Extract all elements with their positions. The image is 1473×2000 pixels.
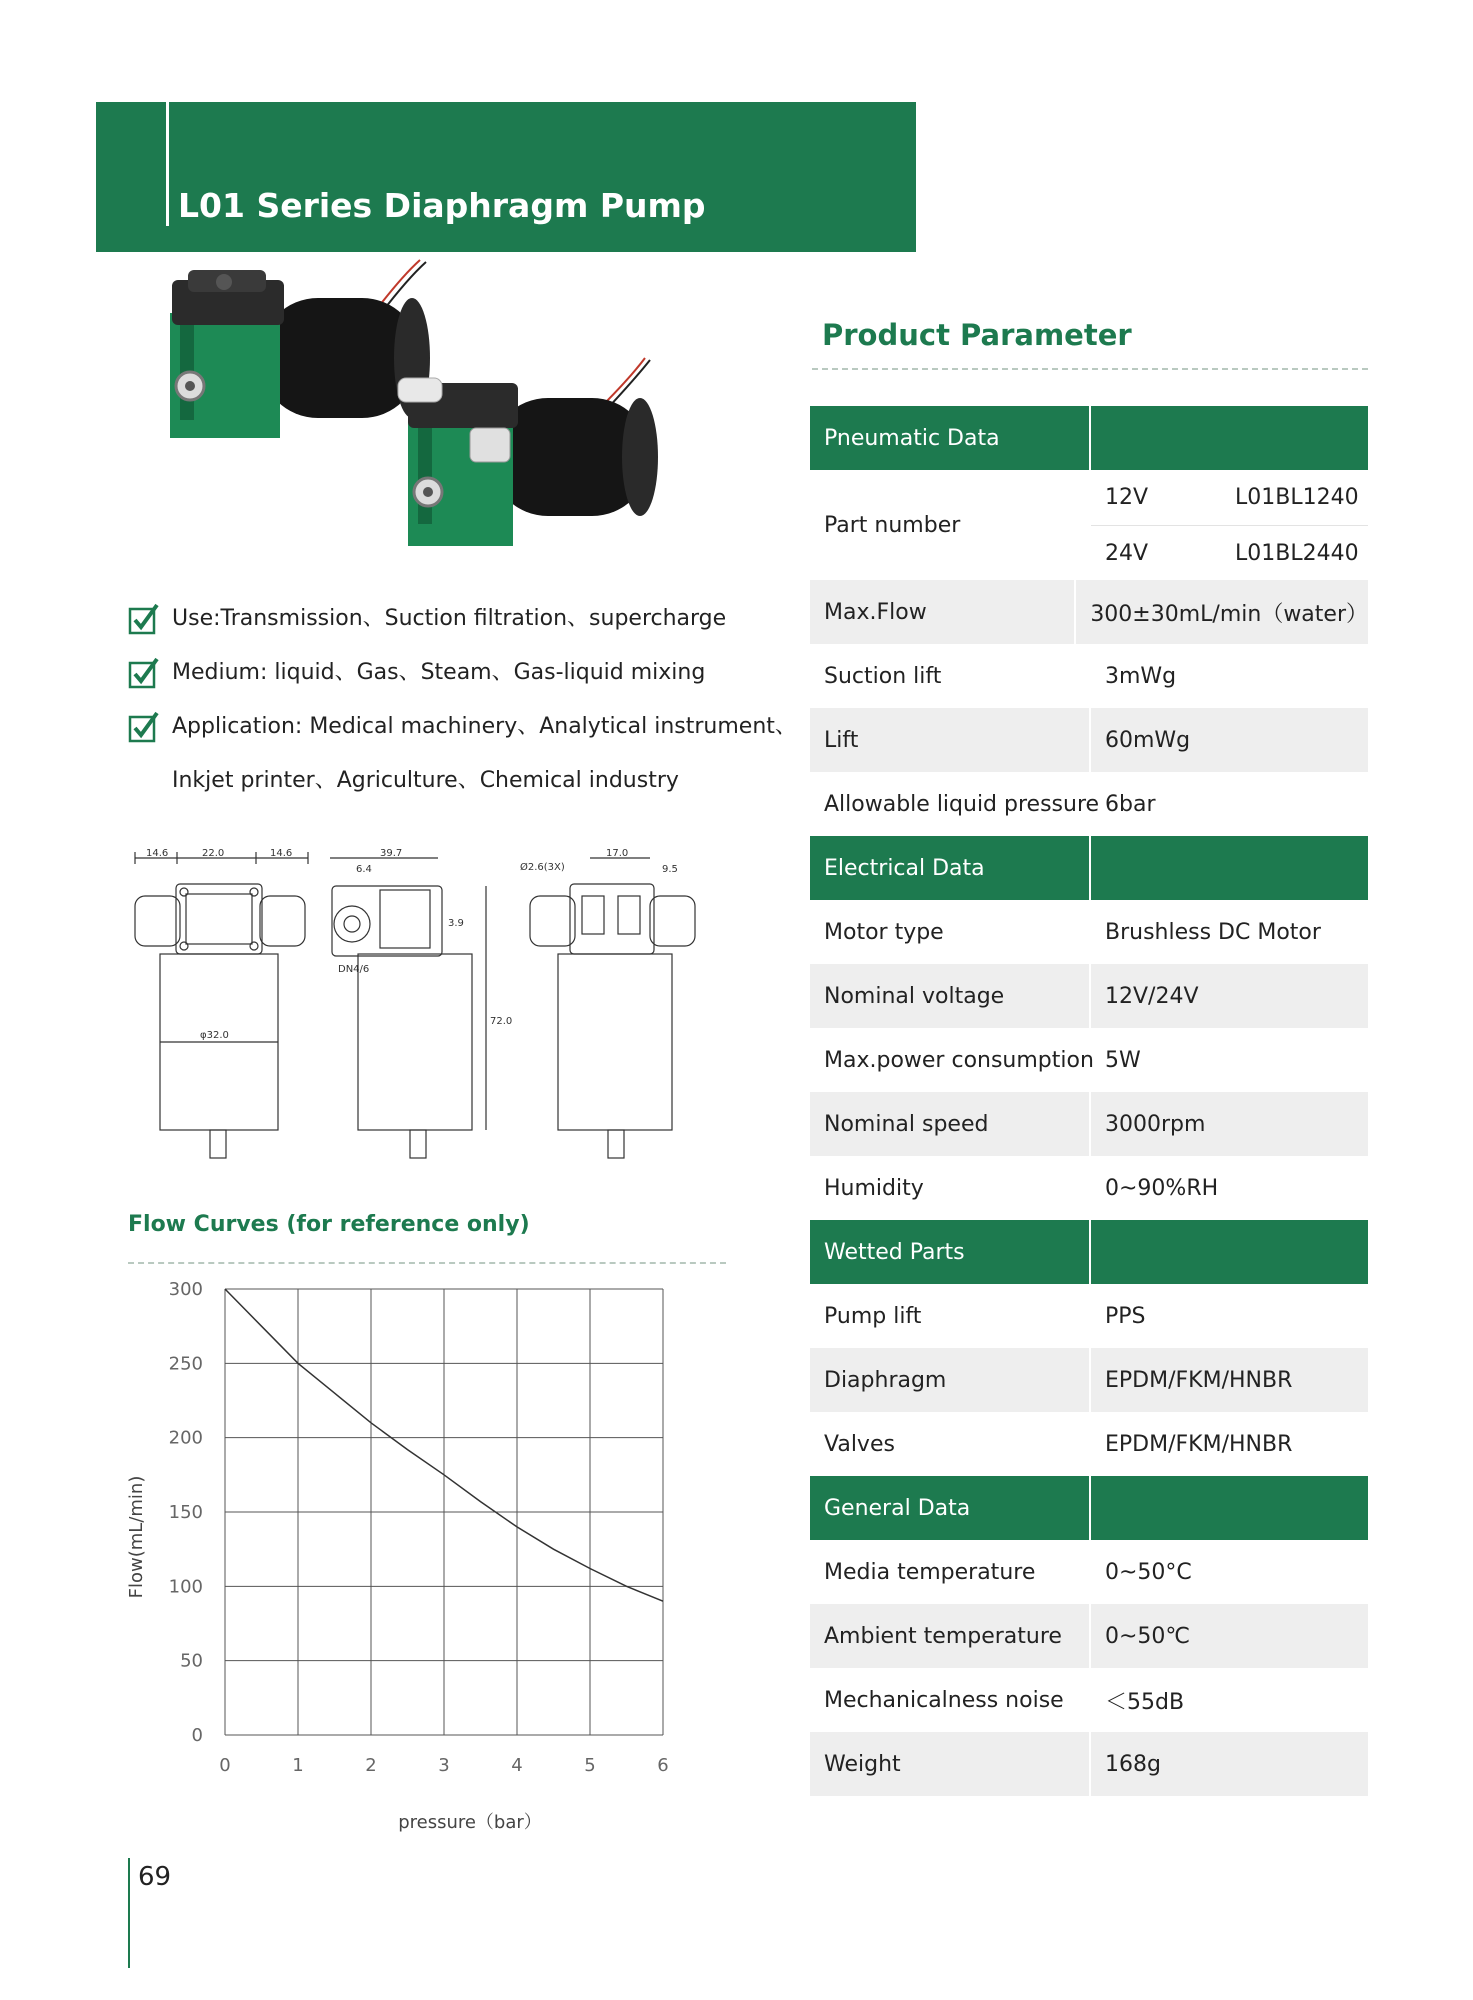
- table-row-max-power: [810, 1028, 1368, 1092]
- section-title: Pneumatic Data: [810, 406, 1091, 470]
- chart-x-ticks: [219, 1755, 668, 1776]
- page-number: 69: [138, 1862, 172, 1892]
- part-number-row: [1091, 525, 1368, 580]
- feature-list: [128, 592, 797, 808]
- param-value: 0~50°C: [1105, 1559, 1192, 1585]
- checkbox-check-icon: [128, 657, 160, 689]
- param-value: 0~90%RH: [1105, 1175, 1219, 1201]
- product-parameter-heading: Product Parameter: [822, 318, 1132, 352]
- param-label: Lift: [810, 708, 1091, 772]
- param-label: Valves: [810, 1412, 1091, 1476]
- y-tick-label: 200: [168, 1427, 203, 1449]
- dim-dn4-6: DN4/6: [338, 964, 370, 975]
- section-title: Wetted Parts: [810, 1220, 1091, 1284]
- table-row-valves: [810, 1412, 1368, 1476]
- feature-text: Application: Medical machinery、Analytical instrument、: [172, 714, 797, 739]
- param-value: 300±30mL/min（water）: [1090, 601, 1368, 627]
- section-title: General Data: [810, 1476, 1091, 1540]
- title-banner: [96, 102, 916, 252]
- product-photo: [140, 258, 710, 578]
- param-label: Max.Flow: [810, 580, 1076, 644]
- param-label: Max.power consumption: [810, 1028, 1091, 1092]
- param-label: Nominal voltage: [810, 964, 1091, 1028]
- part-voltage: 12V: [1105, 485, 1149, 510]
- feature-text: Use:Transmission、Suction filtration、supercharge: [172, 606, 727, 631]
- dim-14-6-left: 14.6: [146, 848, 169, 859]
- param-value: EPDM/FKM/HNBR: [1105, 1367, 1293, 1393]
- param-value: 3000rpm: [1105, 1111, 1206, 1137]
- param-label: Diaphragm: [810, 1348, 1091, 1412]
- x-axis-label: pressure（bar）: [398, 1812, 542, 1833]
- table-row-diaphragm: [810, 1348, 1368, 1412]
- side-view: [330, 848, 512, 1158]
- dim-hole-2-6: Ø2.6(3X): [520, 862, 565, 873]
- part-code: L01BL2440: [1235, 540, 1359, 566]
- y-tick-label: 100: [168, 1576, 203, 1598]
- chart-y-ticks: [169, 1279, 203, 1746]
- y-tick-label: 250: [168, 1353, 203, 1375]
- table-row-motor-type: [810, 900, 1368, 964]
- x-tick-label: 4: [511, 1755, 523, 1776]
- dim-17-0: 17.0: [606, 848, 629, 859]
- section-header-electrical: [810, 836, 1368, 900]
- table-row-humidity: [810, 1156, 1368, 1220]
- back-view: [520, 848, 695, 1158]
- dim-diameter-32: φ32.0: [200, 1030, 229, 1041]
- param-label: Part number: [810, 470, 1091, 580]
- table-row-nominal-speed: [810, 1092, 1368, 1156]
- pump-image-1: [170, 260, 430, 438]
- param-label: Nominal speed: [810, 1092, 1091, 1156]
- dim-14-6-right: 14.6: [270, 848, 293, 859]
- y-tick-label: 0: [191, 1725, 203, 1746]
- param-value: PPS: [1105, 1303, 1146, 1329]
- page-title: L01 Series Diaphragm Pump: [178, 186, 706, 225]
- checkbox-check-icon: [128, 711, 160, 743]
- feature-item-use: [128, 592, 768, 646]
- param-value: 3mWg: [1105, 663, 1177, 689]
- param-value: Brushless DC Motor: [1105, 919, 1321, 945]
- flow-curve-chart: [120, 1275, 720, 1835]
- flow-curve-heading: Flow Curves (for reference only): [128, 1212, 530, 1237]
- x-tick-label: 3: [438, 1755, 450, 1776]
- table-row-lift: [810, 708, 1368, 772]
- param-value: 60mWg: [1105, 727, 1191, 753]
- param-label: Ambient temperature: [810, 1604, 1091, 1668]
- part-code: L01BL1240: [1235, 485, 1359, 510]
- table-row-max-flow: [810, 580, 1368, 644]
- feature-item-application-continued: Inkjet printer、Agriculture、Chemical industry: [172, 768, 679, 793]
- checkbox-check-icon: [128, 603, 160, 635]
- y-axis-label: Flow(mL/min): [126, 1475, 147, 1599]
- dim-39-7: 39.7: [380, 848, 403, 859]
- front-view: [135, 848, 308, 1158]
- table-row-ambient-temp: [810, 1604, 1368, 1668]
- x-tick-label: 6: [657, 1755, 669, 1776]
- section-header-wetted: [810, 1220, 1368, 1284]
- param-label: Weight: [810, 1732, 1091, 1796]
- param-label: Allowable liquid pressure: [810, 772, 1091, 836]
- table-row-pump-lift: [810, 1284, 1368, 1348]
- dim-22-0: 22.0: [202, 848, 225, 859]
- param-label: Suction lift: [810, 644, 1091, 708]
- dim-9-5: 9.5: [662, 864, 678, 875]
- banner-accent-bar: [166, 102, 169, 226]
- page-number-bar: [128, 1858, 130, 1968]
- feature-item-application: [128, 700, 797, 754]
- part-number-row: [1091, 470, 1368, 525]
- section-header-general: [810, 1476, 1368, 1540]
- y-tick-label: 50: [180, 1650, 203, 1672]
- table-row-part-number: [810, 470, 1368, 580]
- parameter-table: [810, 406, 1368, 1796]
- param-label: Pump lift: [810, 1284, 1091, 1348]
- param-value: 168g: [1105, 1751, 1161, 1777]
- x-tick-label: 2: [365, 1755, 377, 1776]
- param-value: EPDM/FKM/HNBR: [1105, 1431, 1293, 1457]
- param-value: 5W: [1105, 1047, 1141, 1073]
- x-tick-label: 1: [292, 1755, 304, 1776]
- param-value: 12V/24V: [1105, 983, 1199, 1009]
- param-label: Media temperature: [810, 1540, 1091, 1604]
- dim-3-9: 3.9: [448, 918, 464, 929]
- feature-text: Medium: liquid、Gas、Steam、Gas-liquid mixing: [172, 660, 706, 685]
- dim-6-4: 6.4: [356, 864, 372, 875]
- y-tick-label: 300: [168, 1279, 203, 1300]
- param-value: 6bar: [1105, 791, 1156, 817]
- table-row-suction-lift: [810, 644, 1368, 708]
- table-row-nominal-voltage: [810, 964, 1368, 1028]
- x-tick-label: 0: [219, 1755, 231, 1776]
- feature-item-medium: [128, 646, 768, 700]
- table-row-media-temp: [810, 1540, 1368, 1604]
- x-tick-label: 5: [584, 1755, 596, 1776]
- dimension-drawing: [130, 846, 730, 1166]
- table-row-liquid-pressure: [810, 772, 1368, 836]
- section-title: Electrical Data: [810, 836, 1091, 900]
- y-tick-label: 150: [168, 1502, 203, 1523]
- part-voltage: 24V: [1105, 540, 1149, 566]
- section-divider: [128, 1262, 726, 1264]
- param-label: Humidity: [810, 1156, 1091, 1220]
- table-row-noise: [810, 1668, 1368, 1732]
- param-value: 0~50℃: [1105, 1623, 1191, 1649]
- section-header-pneumatic: [810, 406, 1368, 470]
- param-label: Motor type: [810, 900, 1091, 964]
- section-divider: [812, 368, 1368, 370]
- pump-image-2: [398, 358, 658, 546]
- param-label: Mechanicalness noise: [810, 1668, 1091, 1732]
- dim-72-0: 72.0: [490, 1016, 513, 1027]
- table-row-weight: [810, 1732, 1368, 1796]
- param-value: ＜55dB: [1105, 1689, 1185, 1715]
